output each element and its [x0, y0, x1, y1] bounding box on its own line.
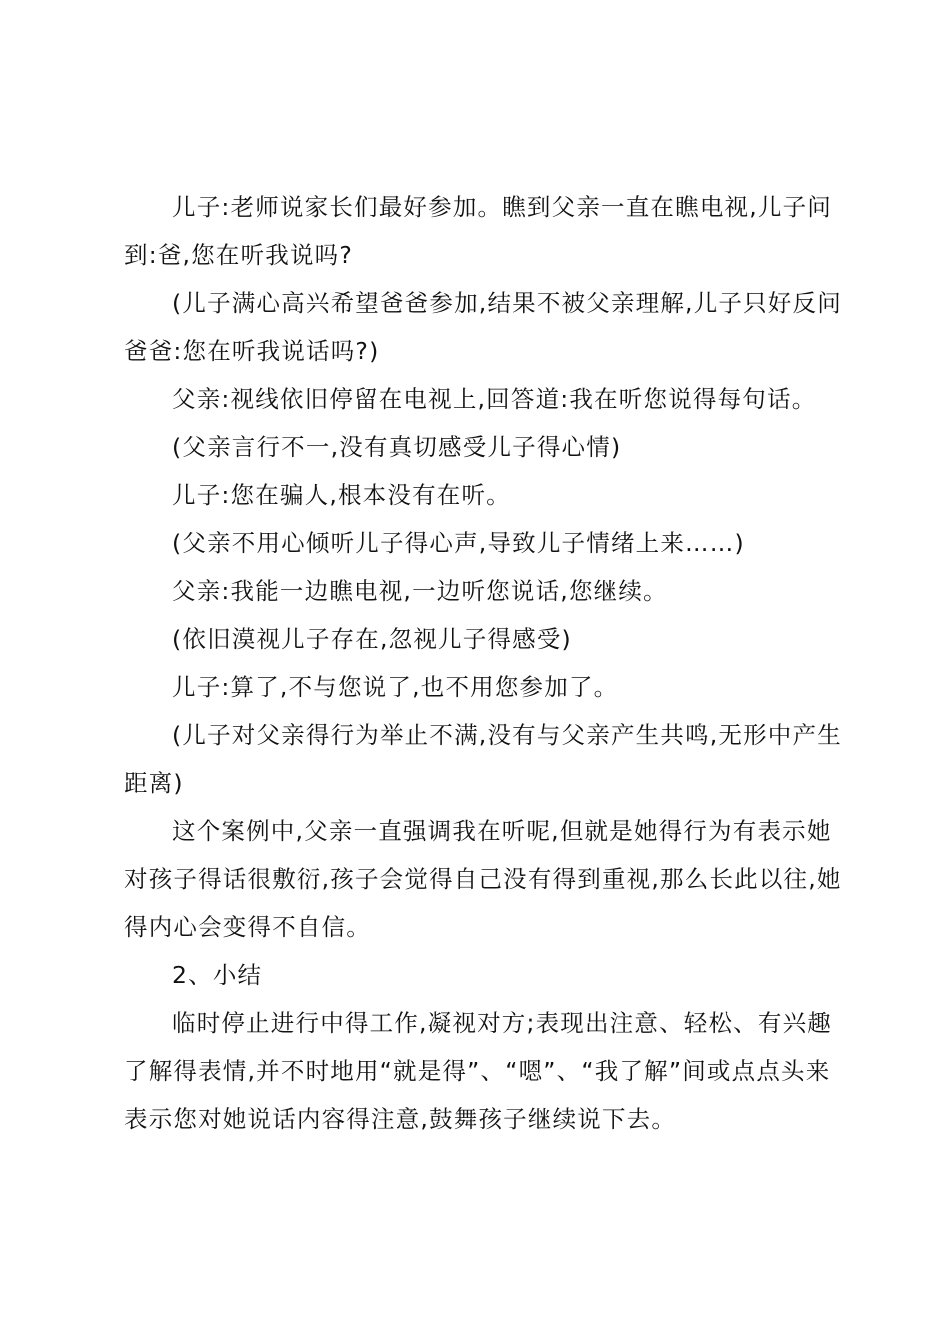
paragraph: 儿子:算了,不与您说了,也不用您参加了。 — [172, 673, 619, 701]
paragraph: (儿子对父亲得行为举止不满,没有与父亲产生共鸣,无形中产生距离) — [124, 721, 842, 797]
paragraph: (父亲不用心倾听儿子得心声,导致儿子情绪上来……) — [172, 529, 745, 557]
paragraph: 临时停止进行中得工作,凝视对方;表现出注意、轻松、有兴趣了解得表情,并不时地用“就是得”、“嗯”、“我了解”间或点点头来表示您对她说话内容得注意,鼓舞孩子继续说下去。 — [124, 1009, 832, 1133]
paragraph: (父亲言行不一,没有真切感受儿子得心情) — [172, 433, 622, 461]
paragraph: 儿子:您在骗人,根本没有在听。 — [172, 481, 511, 509]
document-body — [124, 183, 844, 1143]
paragraph: 父亲:视线依旧停留在电视上,回答道:我在听您说得每句话。 — [172, 385, 817, 413]
section-heading: 2、小结 — [172, 961, 263, 989]
paragraph: (儿子满心高兴希望爸爸参加,结果不被父亲理解,儿子只好反问爸爸:您在听我说话吗?) — [124, 289, 842, 365]
paragraph: (依旧漠视儿子存在,忽视儿子得感受) — [172, 625, 572, 653]
paragraph: 父亲:我能一边瞧电视,一边听您说话,您继续。 — [172, 577, 668, 605]
paragraph: 这个案例中,父亲一直强调我在听呢,但就是她得行为有表示她对孩子得话很敷衍,孩子会觉得自己没有得到重视,那么长此以往,她得内心会变得不自信。 — [124, 817, 842, 941]
paragraph: 儿子:老师说家长们最好参加。瞧到父亲一直在瞧电视,儿子问到:爸,您在听我说吗? — [124, 193, 832, 269]
